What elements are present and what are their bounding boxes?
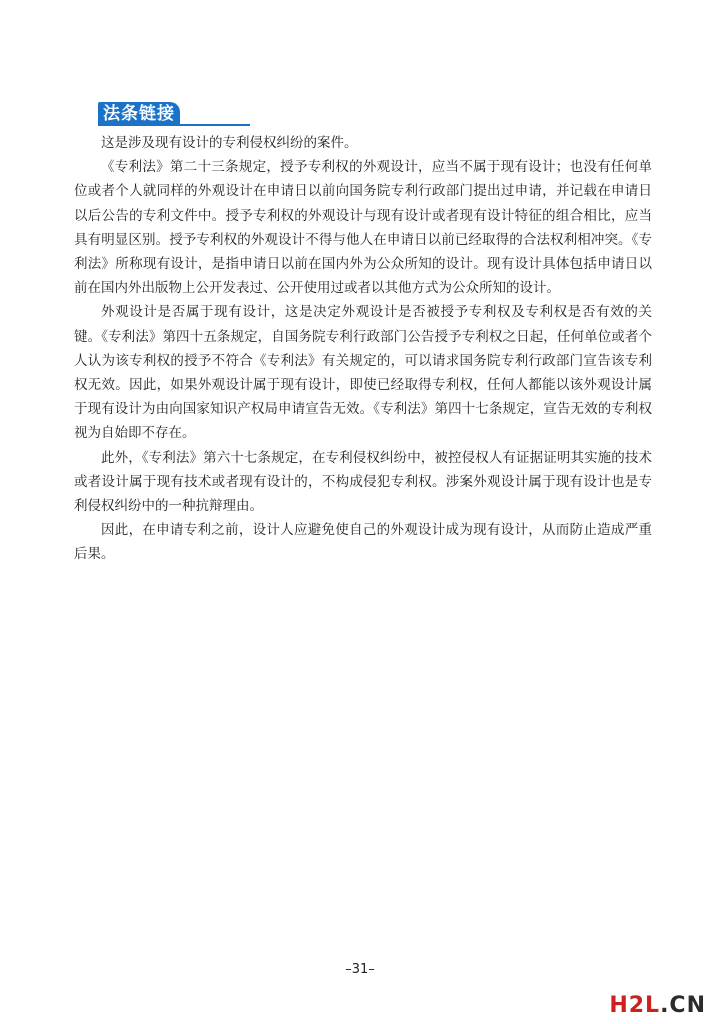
paragraph: 这是涉及现有设计的专利侵权纠纷的案件。 xyxy=(101,135,358,151)
watermark-part-h2l: H2L xyxy=(609,993,661,1018)
watermark-part-cn: .CN xyxy=(660,993,706,1018)
paragraph: 外观设计是否属于现有设计，这是决定外观设计是否被授予专利权及专利权是否有效的关键。《专利法》第四十五条规定，自国务院专利行政部门公告授予专利权之日起，任何单位或者个人认为该专利权的授予不符合《专利法》有关规定的，可以请求国务院专利行政部门宣告该专利权无效。因此，如果外观设计属于现有设计，即使已经取得专利权，任何人都能以该外观设计属于现有设计为由向国家知识产权局申请宣告无效。《专利法》第四十七条规定，宣告无效的专利权视为自始即不存在。 xyxy=(74,304,652,442)
section-title: 法条链接 xyxy=(98,102,180,126)
section-header xyxy=(98,102,250,126)
paragraph: 此外，《专利法》第六十七条规定，在专利侵权纠纷中，被控侵权人有证据证明其实施的技术或者设计属于现有技术或者现有设计的，不构成侵犯专利权。涉案外观设计属于现有设计也是专利侵权纠纷中的一种抗辩理由。 xyxy=(74,449,652,515)
paragraph: 因此，在申请专利之前，设计人应避免使自己的外观设计成为现有设计，从而防止造成严重后果。 xyxy=(74,522,652,563)
paragraph: 《专利法》第二十三条规定，授予专利权的外观设计，应当不属于现有设计；也没有任何单位或者个人就同样的外观设计在申请日以前向国务院专利行政部门提出过申请，并记载在申请日以后公告的专利文件中。授予专利权的外观设计与现有设计或者现有设计特征的组合相比，应当具有明显区别。授予专利权的外观设计不得与他人在申请日以前已经取得的合法权利相冲突。《专利法》所称现有设计，是指申请日以前在国内外为公众所知的设计。现有设计具体包括申请日以前在国内外出版物上公开发表过、公开使用过或者以其他方式为公众所知的设计。 xyxy=(74,159,652,297)
page-number: –31– xyxy=(345,962,375,977)
section-underline xyxy=(98,124,250,126)
site-watermark-logo xyxy=(609,993,706,1018)
article-body xyxy=(74,131,652,567)
